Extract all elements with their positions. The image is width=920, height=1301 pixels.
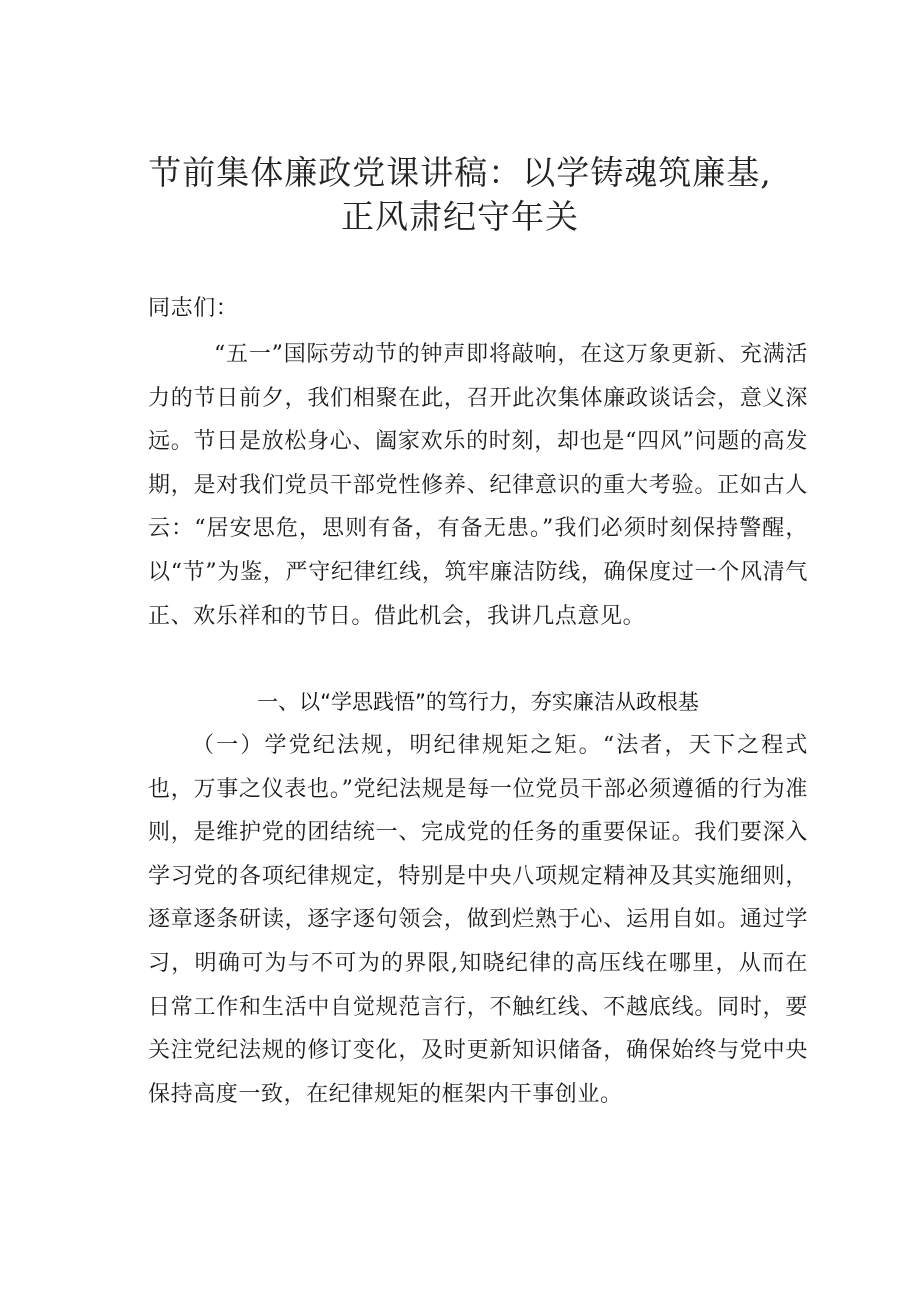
salutation: 同志们：	[148, 296, 239, 321]
section-paragraph: （一）学党纪法规，明纪律规矩之矩。“法者，天下之程式也，万事之仪表也。”党纪法规是每一位党员干部必须遵循的行为准则，是维护党的团结统一、完成党的任务的重要保证。我们要深入学习党的各项纪律规定，特别是中央八项规定精神及其实施细则，逐章逐条研读，逐字逐句领会，做到烂熟于心、运用自如。通过学习，明确可为与不可为的界限,知晓纪律的高压线在哪里，从而在日常工作和生活中自觉规范言行，不触红线、不越底线。同时，要关注党纪法规的修订变化，及时更新知识储备，确保始终与党中央保持高度一致，在纪律规矩的框架内干事创业。	[148, 733, 808, 1107]
document-title-line-1: 节前集体廉政党课讲稿：以学铸魂筑廉基,	[148, 153, 772, 192]
document-title-line-2: 正风肃纪守年关	[341, 197, 579, 236]
intro-paragraph: “五一”国际劳动节的钟声即将敲响，在这万象更新、充满活力的节日前夕，我们相聚在此，召开此次集体廉政谈话会，意义深远。节日是放松身心、阖家欢乐的时刻，却也是“四风”问题的高发期，是对我们党员干部党性修养、纪律意识的重大考验。正如古人云：“居安思危，思则有备，有备无患。”我们必须时刻保持警醒，以“节”为鉴，严守纪律红线，筑牢廉洁防线，确保度过一个风清气正、欢乐祥和的节日。借此机会，我讲几点意见。	[148, 342, 808, 629]
section-heading: 一、以“学思践悟”的笃行力，夯实廉洁从政根基	[257, 690, 699, 714]
